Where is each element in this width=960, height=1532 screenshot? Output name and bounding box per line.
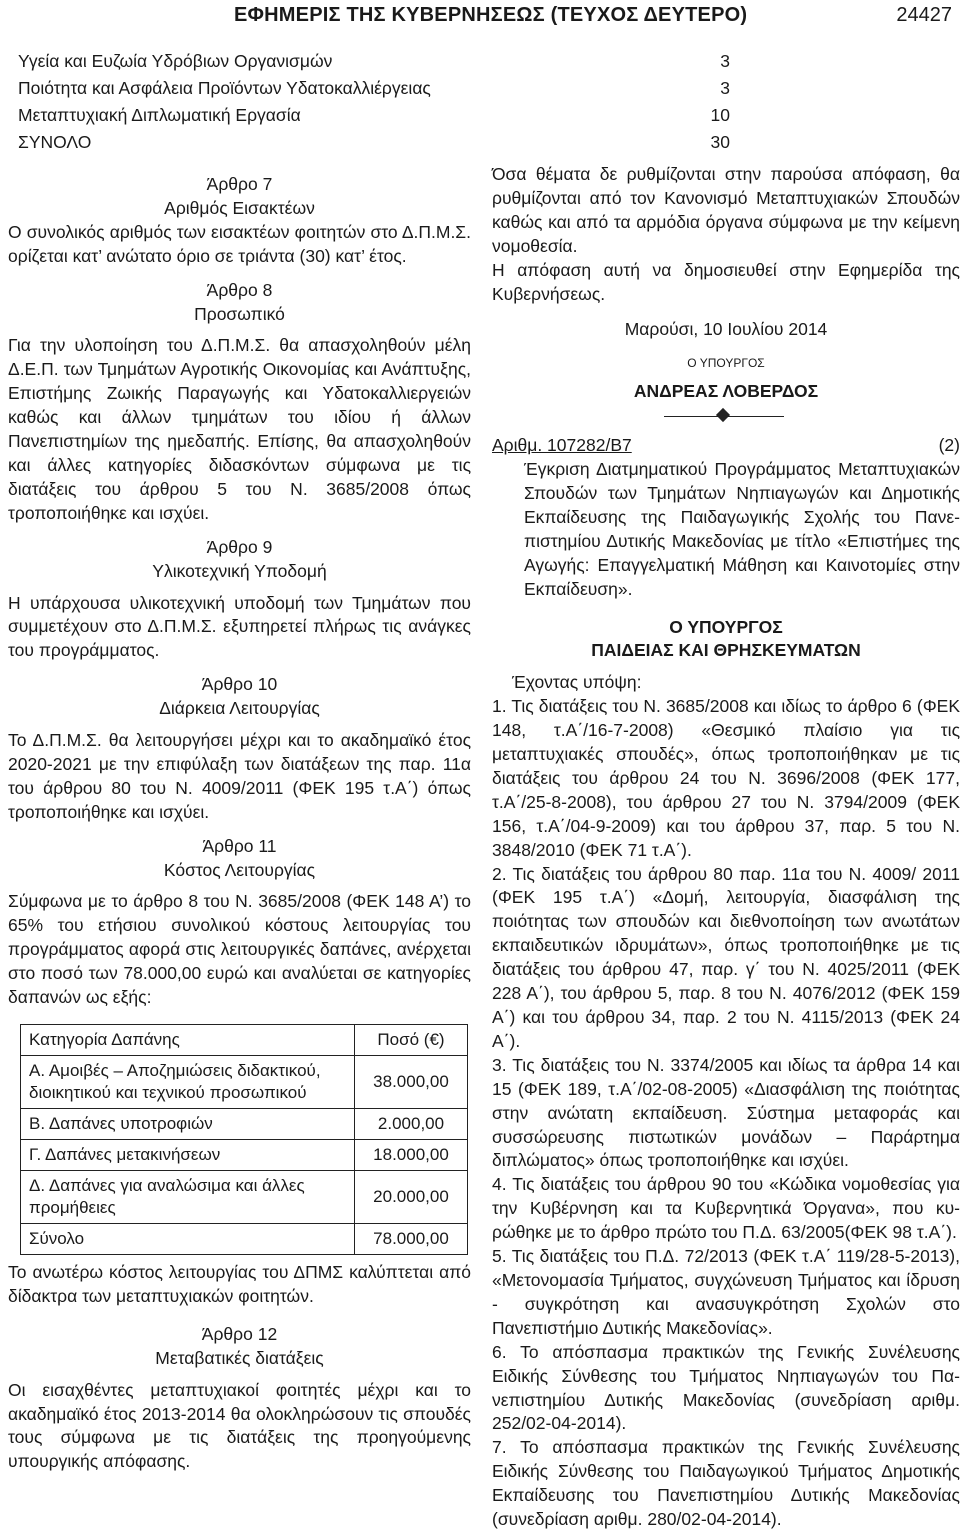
list-item: 7. Το απόσπασμα πρακτικών της Γενικής Συνέλευσης Ειδικής Σύνθεσης του Παιδαγωγικού Τμήματος Δημοτικής Εκπαίδευσης του Πανεπιστημίου Δυτικής Μακεδονίας (συνεδρίαση αριθμ. 280/02-04-2014). (492, 1437, 960, 1530)
article-12-title: Άρθρο 12 (201, 1323, 278, 1344)
article-12-subtitle: Μεταβατικές διατάξεις (155, 1347, 324, 1368)
header-amount: Ποσό (€) (355, 1025, 468, 1056)
article-11-after-text: Το ανωτέρω κόστος λειτουργίας του ΔΠΜΣ καλύπτεται από δίδακτρα των μεταπτυχιακών φοιτητών. (8, 1262, 471, 1306)
cost-category: Δ. Δαπάνες για αναλώσιμα και άλλες προμήθειες (21, 1171, 355, 1224)
cost-amount: 38.000,00 (355, 1056, 468, 1109)
diamond-ornament-icon (716, 408, 730, 422)
cost-category: Γ. Δαπάνες μετακινήσεων (21, 1140, 355, 1171)
row-value: 10 (710, 105, 730, 125)
decision-number: Αριθμ. 107282/Β7 (492, 435, 632, 456)
row-value: 3 (720, 51, 730, 71)
article-8-subtitle: Προσωπικό (194, 303, 285, 324)
article-11-subtitle: Κόστος Λειτουργίας (163, 859, 316, 880)
row-label: Υγεία και Ευζωία Υδρόβιων Οργανισμών (18, 51, 333, 71)
minister-name: ΑΝΔΡΕΑΣ ΛΟΒΕΡΔΟΣ (633, 381, 819, 402)
decision-index: (2) (938, 435, 960, 456)
cost-category: Β. Δαπάνες υποτροφιών (21, 1109, 355, 1140)
article-12-text: Οι εισαχθέντες μεταπτυχιακοί φοιτητές μέχρι και το ακαδημαϊκό έτος 2013-2014 θα ολοκληρώσουν τις σπουδές τους σύμφωνα με τις διατάξεις της προηγούμενης υπουργικής απόφασης. (8, 1379, 471, 1472)
article-11-title: Άρθρο 11 (202, 835, 277, 856)
cost-amount: 2.000,00 (355, 1109, 468, 1140)
article-8-text: Για την υλοποίηση του Δ.Π.Μ.Σ. θα απασχοληθούν μέλη Δ.Ε.Π. των Τμημάτων Αγροτικής Οικονομίας και Ανάπτυξης, Επιστήμης Ζωικής Παραγωγής και Υδατοκαλλιεργειών καθώς και άλλων τμημάτων του ιδίου ή άλλων Πανεπιστημίων της ημεδαπής. Επίσης, θα απασχοληθούν και άλλες κατηγορίες διδασκόντων σύμφωνα με τις διατάξεις του άρθρου 5 του Ν. 3685/2008 όπως τροποποιήθηκε και ισχύει. (8, 335, 471, 523)
list-item: 2. Τις διατάξεις του άρθρου 80 παρ. 11α του Ν. 4009/ 2011 (ΦΕΚ 195 τ.Α΄) «Δομή, λειτουργία, διασφάλιση της ποιότητας των σπουδών και διεθνοποίηση των ανωτάτων εκπαιδευτικών ιδρυμάτων», όπως τροποποιήθηκε με τις διατάξεις του άρθρου 47, παρ. γ΄ του Ν. 4025/2011 (ΦΕΚ 228 Α΄), του άρθρου 5, παρ. 8 του Ν. 4076/2012 (ΦΕΚ 159 Α΄) και του άρθρου 34, παρ. 2 του Ν. 4115/2013 (ΦΕΚ 24 Α΄). (492, 863, 960, 1051)
left-column (8, 173, 471, 1474)
table-row (21, 1109, 468, 1140)
article-7-text: Ο συνολικός αριθμός των εισακτέων φοιτητών στο Δ.Π.Μ.Σ. ορίζεται κατ’ ανώτατο όριο σε τριάντα (30) κατ’ έτος. (8, 221, 471, 266)
article-10-subtitle: Διάρκεια Λειτουργίας (159, 698, 320, 719)
article-7-subtitle: Αριθμός Εισακτέων (164, 197, 315, 218)
list-item: 6. Το απόσπασμα πρακτικών της Γενικής Συνέλευσης Ειδικής Σύνθεσης του Τμήματος Νηπιαγωγών του Πανεπιστημίου Δυτικής Μακεδονίας (συνεδρίαση αριθμ. 252/02-04-2014). (492, 1341, 960, 1434)
row-label: Μεταπτυχιακή Διπλωματική Εργασία (18, 105, 301, 125)
row-value: 30 (710, 132, 730, 152)
cost-table (20, 1024, 468, 1255)
table-row (21, 1056, 468, 1109)
closing-paragraph-2: Η απόφαση αυτή να δημοσιευθεί στην Εφημερίδα της Κυβερνήσεως. (492, 259, 960, 304)
right-column (492, 163, 960, 1532)
row-label: Ποιότητα και Ασφάλεια Προϊόντων Υδατοκαλλιέργειας (18, 78, 431, 98)
section-divider (492, 404, 960, 428)
article-10-text: Το Δ.Π.Μ.Σ. θα λειτουργήσει μέχρι και το ακαδημαϊκό έτος 2020-2021 με την επιφύλαξη των διατάξεων της παρ. 11α του άρθρου 80 του Ν. 4009/2011 (ΦΕΚ 195 τ.Α΄) όπως τροποποιήθηκε και ισχύει. (8, 730, 471, 822)
ministry-title-line-2: ΠΑΙΔΕΙΑΣ ΚΑΙ ΘΡΗΣΚΕΥΜΑΤΩΝ (591, 640, 861, 661)
article-11-text: Σύμφωνα με το άρθρο 8 του Ν. 3685/2008 (ΦΕΚ 148 Α’) το 65% του ετήσιου συνολικού κόστους λειτουργίας του προγράμματος αφορά στις λειτουργικές δαπάνες, ανέρχεται στο ποσό των 78.000,00 ευρώ και αναλύεται σε κατηγορίες δαπανών ως εξής: (8, 891, 471, 1008)
article-10-title: Άρθρο 10 (201, 674, 278, 695)
table-row (18, 75, 736, 102)
table-row (18, 102, 736, 129)
article-8-title: Άρθρο 8 (206, 279, 273, 300)
article-9-title: Άρθρο 9 (206, 536, 273, 557)
gazette-title: ΕΦΗΜΕΡΙΣ ΤΗΣ ΚΥΒΕΡΝΗΣΕΩΣ (ΤΕΥΧΟΣ ΔΕΥΤΕΡΟ) (234, 4, 748, 26)
cost-amount: 78.000,00 (355, 1224, 468, 1255)
cost-category: Α. Αμοιβές – Αποζημιώσεις διδακτικού, διοικητικού και τεχνικού προσωπικού (21, 1056, 355, 1109)
minister-label: Ο ΥΠΟΥΡΓΟΣ (687, 356, 765, 371)
page-number: 24427 (896, 4, 952, 26)
cost-amount: 18.000,00 (355, 1140, 468, 1171)
header-category: Κατηγορία Δαπάνης (21, 1025, 355, 1056)
row-value: 3 (720, 78, 730, 98)
decision-header (492, 434, 960, 458)
cost-category: Σύνολο (21, 1224, 355, 1255)
gazette-header (0, 0, 960, 34)
closing-paragraph-1: Όσα θέματα δε ρυθμίζονται στην παρούσα απόφαση, θα ρυθμίζονται από τον Κανονισμό Μεταπτυχιακών Σπουδών καθώς και από τα αρμόδια όργανα σύμφωνα με την κείμενη νομοθεσία. (492, 164, 960, 256)
article-7-title: Άρθρο 7 (206, 174, 273, 194)
list-item: 1. Τις διατάξεις του Ν. 3685/2008 και ιδίως το άρθρο 6 (ΦΕΚ 148, τ.Α΄/16-7-2008) «Θεσμικό πλαίσιο για τις μεταπτυχιακές σπουδές», όπως τροποποιήθηκαν με τις διατάξεις του άρθρου 24 του Ν. 3696/2008 (ΦΕΚ 177, τ.Α΄/25-8-2008), του άρθρου 27 του Ν. 3794/2009 (ΦΕΚ 156, τ.Α΄/04-9-2009) και του άρθρου 37, παρ. 5 του Ν. 3848/2010 (ΦΕΚ 71 τ.Α΄). (492, 696, 960, 860)
ministry-title-line-1: Ο ΥΠΟΥΡΓΟΣ (669, 616, 783, 637)
place-date: Μαρούσι, 10 Ιουλίου 2014 (624, 319, 828, 340)
cost-amount: 20.000,00 (355, 1171, 468, 1224)
row-label: ΣΥΝΟΛΟ (18, 132, 92, 152)
article-9-text: Η υπάρχουσα υλικοτεχνική υποδομή των Τμημάτων που συμμετέχουν στο Δ.Π.Μ.Σ. εξυπηρετεί πλήρως τις ανάγκες του προγράμματος. (8, 592, 471, 661)
list-item: 4. Τις διατάξεις του άρθρου 90 του «Κώδικα νομοθεσίας για την Κυβέρνηση και τα Κυβερνητικά Όργανα», που κυρώθηκε με το άρθρο πρώτο του Π.Δ. 63/2005(ΦΕΚ 98 τ.Α΄). (492, 1174, 960, 1243)
table-row (21, 1140, 468, 1171)
having-in-mind: Έχοντας υπόψη: (512, 672, 642, 693)
table-header-row (21, 1025, 468, 1056)
article-9-subtitle: Υλικοτεχνική Υποδομή (152, 560, 327, 581)
table-row (18, 129, 736, 156)
decision-title: Έγκριση Διατμηματικού Προγράμματος Μεταπτυχιακών Σπουδών των Τμημάτων Νηπιαγωγών και Δημοτικής Εκπαίδευσης της Παιδαγωγικής Σχολής του Πανεπιστημίου Δυτικής Μακεδονίας με τίτλο «Επιστήμες της Αγωγής: Επαγγελματική Μάθηση και Καινοτομίες στην Εκπαίδευση». (524, 459, 960, 599)
table-row (21, 1171, 468, 1224)
table-row (18, 48, 736, 75)
course-credits-table (18, 48, 736, 156)
list-item: 5. Τις διατάξεις του Π.Δ. 72/2013 (ΦΕΚ τ.Α΄ 119/28-5-2013), «Μετονομασία Τμήματος, συγχώνευση Τμήματος και ίδρυση - συγκρότηση και ανασυγκρότηση Σχολών στο Πανεπιστήμιο Δυτικής Μακεδονίας». (492, 1246, 960, 1338)
table-total-row (21, 1224, 468, 1255)
list-item: 3. Τις διατάξεις του Ν. 3374/2005 και ιδίως τα άρθρα 14 και 15 (ΦΕΚ 189, τ.Α΄/02-08-2005) «Διασφάλιση της ποιότητας στην ανώτατη εκπαίδευση. Σύστημα μεταφοράς και συσσώρευσης πιστωτικών μονάδων – Παράρτημα διπλώματος» όπως τροποποιήθηκε και ισχύει. (492, 1054, 960, 1171)
